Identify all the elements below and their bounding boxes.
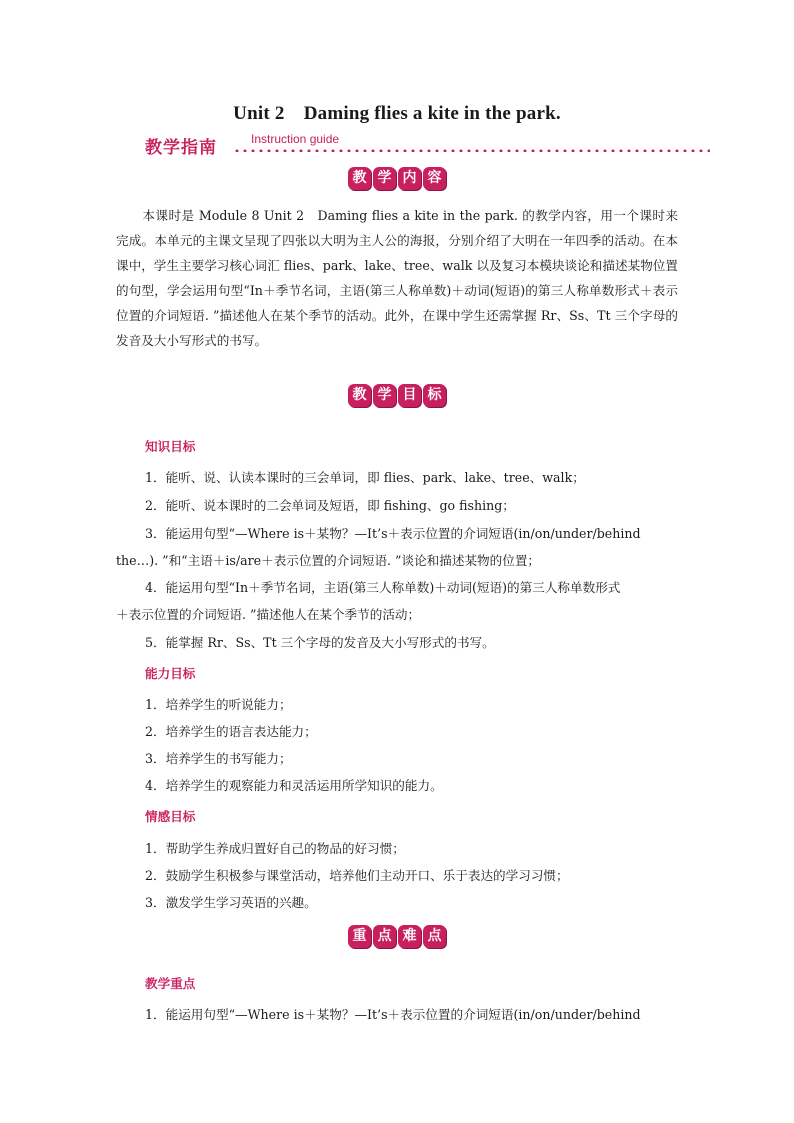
guide-label-cn: 教学指南 — [145, 138, 217, 158]
knowledge-item: the…). ”和“主语＋is/are＋表示位置的介词短语. ”谈论和描述某物的位置； — [116, 553, 541, 568]
instruction-guide-header — [145, 131, 710, 157]
emotion-item: 1．帮助学生养成归置好自己的物品的好习惯； — [145, 841, 405, 856]
ability-heading: 能力目标 — [145, 666, 196, 681]
badge-char: 标 — [423, 384, 446, 407]
badge-char: 学 — [373, 167, 396, 190]
guide-label-en: Instruction guide — [251, 132, 340, 146]
knowledge-item: 2．能听、说本课时的二会单词及短语，即 fishing、go fishing； — [145, 498, 515, 513]
section-badge-content — [0, 167, 794, 193]
emotion-item: 3．激发学生学习英语的兴趣。 — [145, 895, 317, 910]
badge-char: 容 — [423, 167, 446, 190]
knowledge-heading: 知识目标 — [145, 439, 196, 454]
badge-char: 重 — [348, 925, 371, 948]
badge-char: 内 — [398, 167, 421, 190]
badge-char: 教 — [348, 167, 371, 190]
emotion-item: 2．鼓励学生积极参与课堂活动，培养他们主动开口、乐于表达的学习习惯； — [145, 868, 569, 883]
badge-char: 学 — [373, 384, 396, 407]
keypoints-item: 1．能运用句型“—Where is＋某物？—It’s＋表示位置的介词短语(in/on/under/behind — [145, 1007, 641, 1022]
badge-char: 点 — [373, 925, 396, 948]
knowledge-item: ＋表示位置的介词短语. ”描述他人在某个季节的活动； — [116, 607, 421, 622]
knowledge-item: 3．能运用句型“—Where is＋某物？—It’s＋表示位置的介词短语(in/on/under/behind — [145, 526, 641, 541]
emotion-heading: 情感目标 — [145, 809, 196, 824]
badge-char: 难 — [398, 925, 421, 948]
ability-item: 4．培养学生的观察能力和灵活运用所学知识的能力。 — [145, 778, 443, 793]
ability-item: 2．培养学生的语言表达能力； — [145, 724, 317, 739]
badge-char: 教 — [348, 384, 371, 407]
dotted-divider — [233, 149, 710, 152]
knowledge-item: 5．能掌握 Rr、Ss、Tt 三个字母的发音及大小写形式的书写。 — [145, 635, 495, 650]
badge-char: 目 — [398, 384, 421, 407]
badge-char: 点 — [423, 925, 446, 948]
intro-paragraph — [116, 203, 678, 353]
knowledge-item: 1．能听、说、认读本课时的三会单词，即 flies、park、lake、tree、walk； — [145, 470, 585, 485]
intro-text: 本课时是 Module 8 Unit 2 Daming flies a kite in the park. 的教学内容，用一个课时来完成。本单元的主课文呈现了四张以大明为主人公的海报，分别介绍了大明在一年四季的活动。在本课中，学生主要学习核心词汇 flies、park、lake、tree、walk 以及复习本模块谈论和描述某物位置的句型，学会运用句型“In＋季节名词，主语(第三人称单数)＋动词(短语)的第三人称单数形式＋表示位置的介词短语. ”描述他人在某个季节的活动。此外，在课中学生还需掌握 Rr、Ss、Tt 三个字母的发音及大小写形式的书写。 — [116, 208, 678, 348]
ability-item: 3．培养学生的书写能力； — [145, 751, 292, 766]
ability-item: 1．培养学生的听说能力； — [145, 697, 292, 712]
keypoints-heading: 教学重点 — [145, 976, 196, 991]
section-badge-keypoints — [0, 925, 794, 951]
page-title: Unit 2 Daming flies a kite in the park. — [233, 103, 561, 124]
knowledge-item: 4．能运用句型“In＋季节名词，主语(第三人称单数)＋动词(短语)的第三人称单数形式 — [145, 580, 621, 595]
section-badge-goals — [0, 384, 794, 410]
